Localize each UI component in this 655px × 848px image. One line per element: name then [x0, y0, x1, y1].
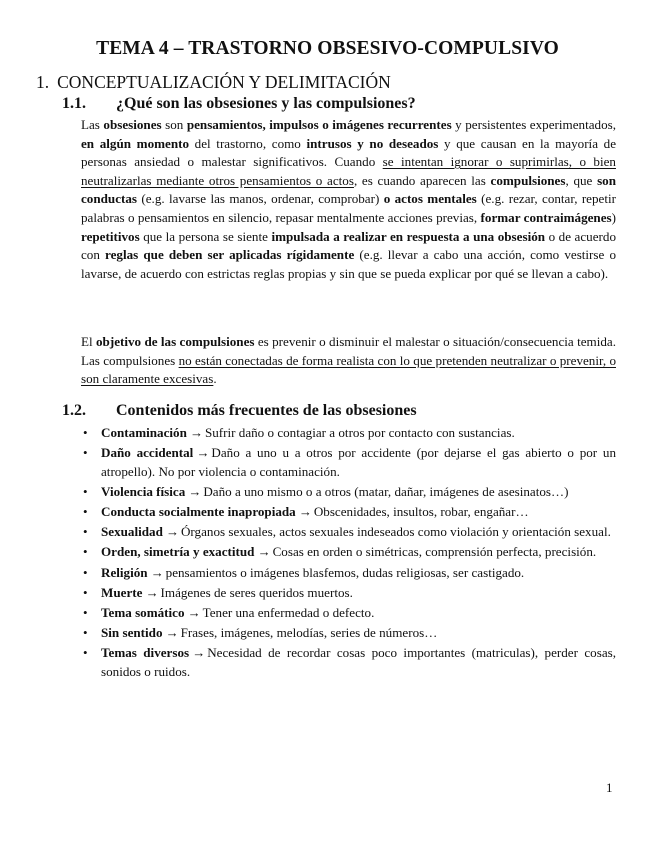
arrow-right-icon: →: [189, 425, 203, 440]
arrow-right-icon: →: [257, 544, 271, 560]
subsection-number: 1.1.: [62, 95, 86, 112]
item-description: Daño a uno mismo o a otros (matar, dañar, imágenes de asesinatos…): [203, 483, 569, 499]
list-item: [81, 523, 616, 541]
bullet-icon: •: [83, 625, 88, 641]
arrow-right-icon: →: [145, 584, 159, 600]
arrow-right-icon: →: [298, 504, 312, 520]
list-item: [81, 564, 616, 582]
item-term: Sexualidad: [101, 524, 163, 540]
subsection-title: Contenidos más frecuentes de las obsesiones: [116, 402, 417, 419]
section-number: 1.: [36, 72, 50, 92]
section-title: CONCEPTUALIZACIÓN Y DELIMITACIÓN: [57, 72, 391, 92]
item-term: Religión: [101, 564, 148, 580]
item-description: Obscenidades, insultos, robar, engañar…: [313, 504, 529, 520]
bullet-icon: •: [83, 564, 88, 580]
page-number: 1: [606, 780, 613, 795]
paragraph-objective: El objetivo de las compulsiones es prevenir o disminuir el malestar o situación/consecuencia temida. Las compulsiones no están conectadas de forma realista con lo que pretenden neutralizar o prevenir, o son claramente excesivas.: [81, 334, 616, 387]
subsection-heading-1-2: [62, 402, 417, 420]
item-description: Daño a uno u a otros por accidente (por dejarse el gas abierto o por un atropello). No por violencia o contaminación.: [101, 445, 616, 479]
bullet-icon: •: [83, 544, 88, 560]
subsection-number: 1.2.: [62, 402, 86, 419]
item-description: Frases, imágenes, melodías, series de números…: [180, 625, 438, 641]
item-term: Contaminación: [101, 425, 187, 440]
list-item: [81, 604, 616, 622]
item-term: Violencia física: [101, 483, 186, 499]
item-description: Tener una enfermedad o defecto.: [202, 605, 375, 621]
item-term: Temas diversos: [101, 645, 190, 661]
arrow-right-icon: →: [165, 524, 179, 540]
list-item: [81, 543, 616, 561]
list-item: [81, 644, 616, 681]
arrow-right-icon: →: [150, 564, 164, 580]
bullet-icon: •: [83, 524, 88, 540]
arrow-right-icon: →: [187, 605, 201, 621]
list-item: [81, 624, 616, 642]
obsession-contents-list: [81, 424, 616, 683]
list-item: [81, 584, 616, 602]
item-term: Conducta socialmente inapropiada: [101, 504, 296, 520]
list-item: [81, 444, 616, 481]
list-item: [81, 483, 616, 501]
item-term: Tema somático: [101, 605, 185, 621]
bullet-icon: •: [83, 483, 88, 499]
list-item: [81, 424, 616, 442]
list-item: [81, 503, 616, 521]
item-term: Sin sentido: [101, 625, 163, 641]
item-description: Órganos sexuales, actos sexuales indeseados como violación y orientación sexual.: [180, 524, 611, 540]
bullet-icon: •: [83, 504, 88, 520]
item-term: Daño accidental: [101, 445, 194, 461]
arrow-right-icon: →: [165, 625, 179, 641]
section-heading: [36, 72, 391, 93]
item-description: Imágenes de seres queridos muertos.: [160, 584, 353, 600]
bullet-icon: •: [83, 584, 88, 600]
item-description: Cosas en orden o simétricas, comprensión perfecta, precisión.: [272, 544, 597, 560]
arrow-right-icon: →: [192, 645, 206, 661]
subsection-heading-1-1: [62, 95, 416, 113]
item-term: Muerte: [101, 584, 143, 600]
bullet-icon: •: [83, 445, 88, 461]
item-term: Orden, simetría y exactitud: [101, 544, 255, 560]
bullet-icon: •: [83, 425, 88, 440]
paragraph-definitions: Las obsesiones son pensamientos, impulsos o imágenes recurrentes y persistentes experimentados, en algún momento del trastorno, como intrusos y no deseados y que causan en la mayoría de personas ansiedad o malestar significativos. Cuando se intentan ignorar o suprimirlas, o bien neutralizarlas mediante otros pensamientos o actos, es cuando aparecen las compulsiones, que son conductas (e.g. lavarse las manos, ordenar, comprobar) o actos mentales (e.g. rezar, contar, repetir palabras o pensamientos en silencio, repasar mentalmente acciones previas, formar contraimágenes) repetitivos que la persona se siente impulsada a realizar en respuesta a una obsesión o de acuerdo con reglas que deben ser aplicadas rígidamente (e.g. llevar a cabo una acción, como vestirse o lavarse, de acuerdo con estrictas reglas propias y sin que se pueda explicar por qué se llevan a cabo).: [81, 117, 617, 281]
arrow-right-icon: →: [196, 445, 210, 461]
document-title: TEMA 4 – TRASTORNO OBSESIVO-COMPULSIVO: [96, 38, 559, 59]
arrow-right-icon: →: [188, 483, 202, 499]
subsection-title: ¿Qué son las obsesiones y las compulsiones?: [116, 95, 416, 112]
item-description: Necesidad de recordar cosas poco importantes (matriculas), perder cosas, sonidos o ruidos.: [101, 645, 616, 679]
bullet-icon: •: [83, 645, 88, 661]
bullet-icon: •: [83, 605, 88, 621]
item-description: pensamientos o imágenes blasfemos, dudas religiosas, ser castigado.: [165, 564, 525, 580]
item-description: Sufrir daño o contagiar a otros por contacto con sustancias.: [204, 425, 515, 440]
